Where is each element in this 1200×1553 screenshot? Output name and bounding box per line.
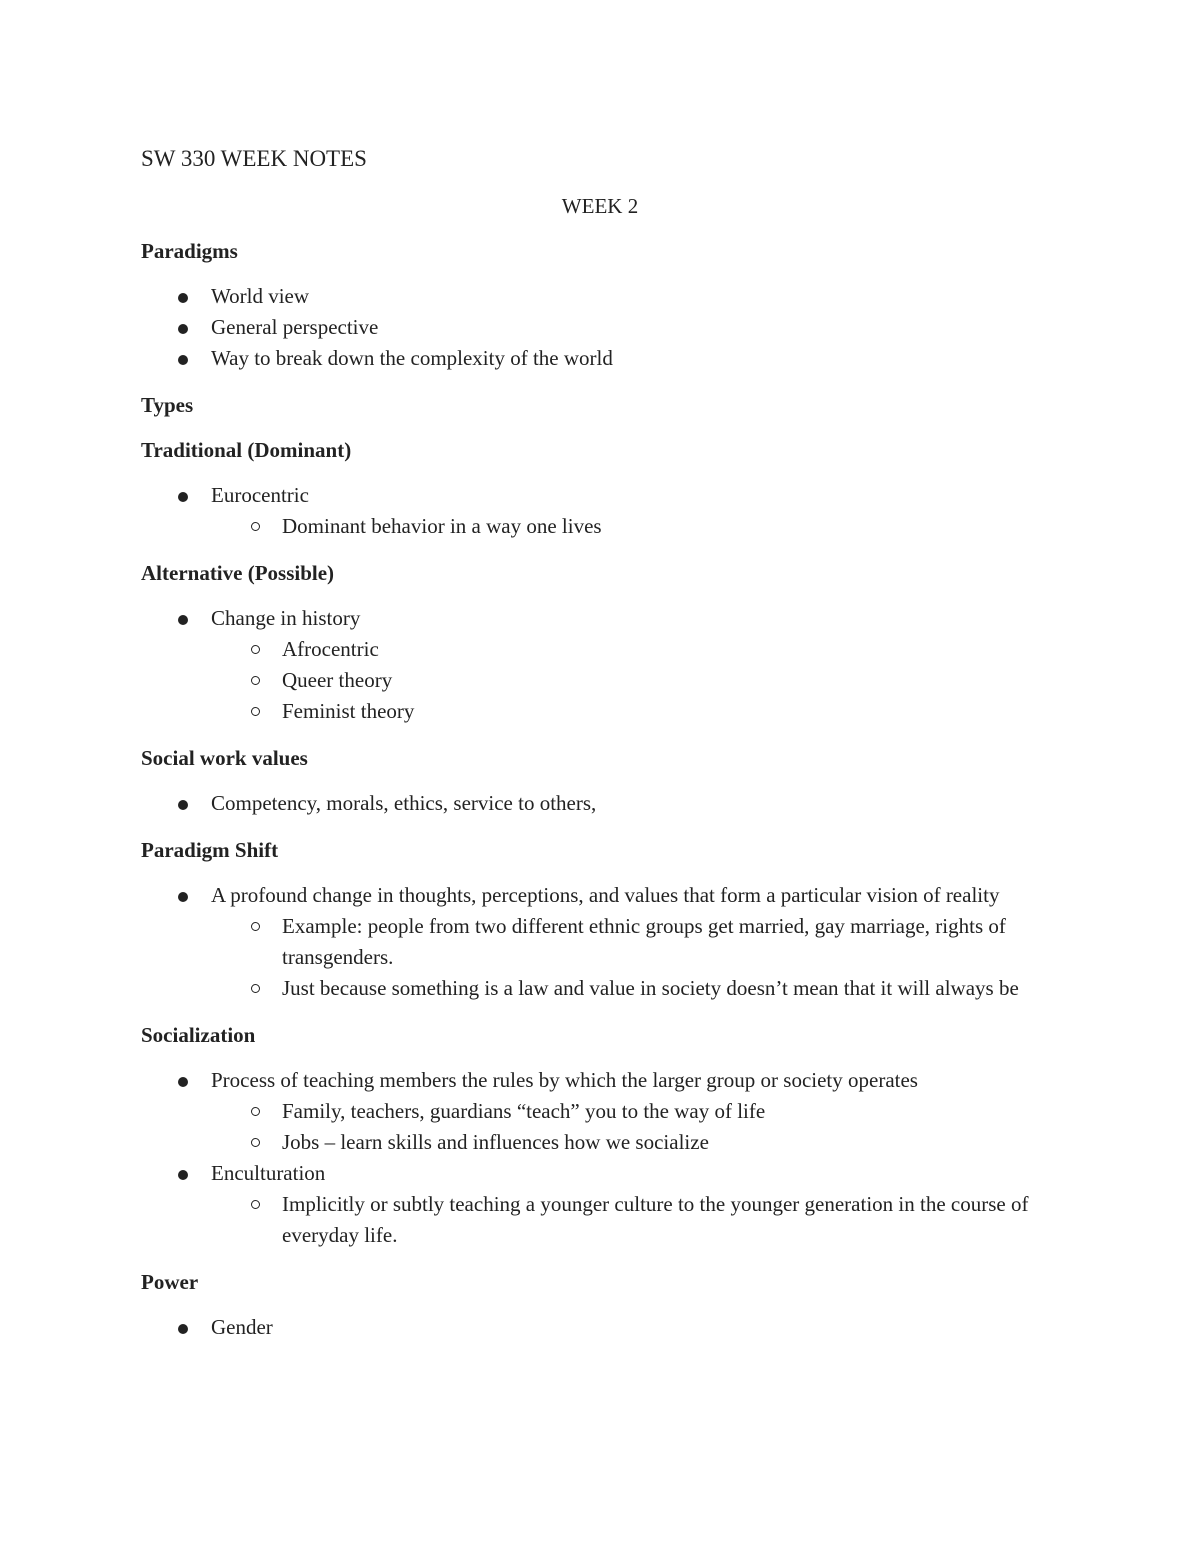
notes-body xyxy=(141,236,1041,1359)
list-item-text: A profound change in thoughts, perceptions, and values that form a particular vision of reality xyxy=(211,883,1000,907)
bullet-list xyxy=(141,281,1041,374)
hollow-bullet-icon xyxy=(251,922,260,931)
sub-list-item xyxy=(211,973,1041,1004)
section-heading: Traditional (Dominant) xyxy=(141,438,352,462)
bullet-dot-icon xyxy=(178,615,188,625)
bullet-dot-icon xyxy=(178,293,188,303)
hollow-bullet-icon xyxy=(251,645,260,654)
bullet-list xyxy=(141,880,1041,1004)
list-item-text: World view xyxy=(211,284,310,308)
sub-list-item xyxy=(211,696,1041,727)
week-title: WEEK 2 xyxy=(561,194,639,218)
list-item xyxy=(141,1312,1041,1343)
list-item xyxy=(141,312,1041,343)
hollow-bullet-icon xyxy=(251,522,260,531)
sub-list-item xyxy=(211,911,1041,973)
sub-list-item xyxy=(211,1127,1041,1158)
bullet-dot-icon xyxy=(178,1324,188,1334)
list-item xyxy=(141,281,1041,312)
list-item-text: Process of teaching members the rules by which the larger group or society operates xyxy=(211,1068,918,1092)
sub-list-item xyxy=(211,665,1041,696)
bullet-list xyxy=(141,603,1041,727)
bullet-dot-icon xyxy=(178,355,188,365)
list-item xyxy=(141,788,1041,819)
section-heading: Alternative (Possible) xyxy=(141,561,335,585)
sub-list-item xyxy=(211,634,1041,665)
sub-bullet-list xyxy=(211,511,1041,542)
sub-list-item-text: Dominant behavior in a way one lives xyxy=(282,514,602,538)
hollow-bullet-icon xyxy=(251,1200,260,1209)
bullet-list xyxy=(141,1312,1041,1343)
sub-list-item-text: Queer theory xyxy=(282,668,393,692)
hollow-bullet-icon xyxy=(251,1138,260,1147)
sub-list-item xyxy=(211,1189,1041,1251)
sub-list-item-text: Implicitly or subtly teaching a younger culture to the younger generation in the course of everyday life. xyxy=(282,1192,1029,1247)
sub-list-item-text: Just because something is a law and value in society doesn’t mean that it will always be xyxy=(282,976,1019,1000)
section-heading: Paradigm Shift xyxy=(141,838,279,862)
list-item-text: Way to break down the complexity of the world xyxy=(211,346,613,370)
list-item xyxy=(141,480,1041,542)
sub-list-item-text: Feminist theory xyxy=(282,699,415,723)
list-item xyxy=(141,1158,1041,1251)
list-item-text: Change in history xyxy=(211,606,361,630)
list-item-text: Gender xyxy=(211,1315,273,1339)
sub-list-item xyxy=(211,511,1041,542)
sub-list-item-text: Jobs – learn skills and influences how we socialize xyxy=(282,1130,709,1154)
document-title: SW 330 WEEK NOTES xyxy=(141,146,367,171)
sub-bullet-list xyxy=(211,1096,1041,1158)
sub-bullet-list xyxy=(211,911,1041,1004)
list-item-text: Competency, morals, ethics, service to others, xyxy=(211,791,597,815)
list-item-text: Enculturation xyxy=(211,1161,326,1185)
section-heading: Power xyxy=(141,1270,199,1294)
bullet-dot-icon xyxy=(178,492,188,502)
section-heading: Paradigms xyxy=(141,239,238,263)
list-item xyxy=(141,603,1041,727)
list-item xyxy=(141,880,1041,1004)
bullet-dot-icon xyxy=(178,1170,188,1180)
sub-list-item-text: Example: people from two different ethnic groups get married, gay marriage, rights of transgenders. xyxy=(282,914,1006,969)
sub-list-item-text: Family, teachers, guardians “teach” you to the way of life xyxy=(282,1099,766,1123)
bullet-list xyxy=(141,1065,1041,1251)
bullet-dot-icon xyxy=(178,800,188,810)
list-item-text: Eurocentric xyxy=(211,483,309,507)
section-heading: Types xyxy=(141,393,194,417)
bullet-dot-icon xyxy=(178,1077,188,1087)
sub-list-item xyxy=(211,1096,1041,1127)
list-item xyxy=(141,343,1041,374)
bullet-list xyxy=(141,480,1041,542)
hollow-bullet-icon xyxy=(251,1107,260,1116)
hollow-bullet-icon xyxy=(251,676,260,685)
list-item-text: General perspective xyxy=(211,315,379,339)
bullet-dot-icon xyxy=(178,324,188,334)
sub-bullet-list xyxy=(211,1189,1041,1251)
bullet-list xyxy=(141,788,1041,819)
sub-list-item-text: Afrocentric xyxy=(282,637,379,661)
hollow-bullet-icon xyxy=(251,707,260,716)
bullet-dot-icon xyxy=(178,892,188,902)
section-heading: Social work values xyxy=(141,746,308,770)
section-heading: Socialization xyxy=(141,1023,256,1047)
list-item xyxy=(141,1065,1041,1158)
hollow-bullet-icon xyxy=(251,984,260,993)
sub-bullet-list xyxy=(211,634,1041,727)
